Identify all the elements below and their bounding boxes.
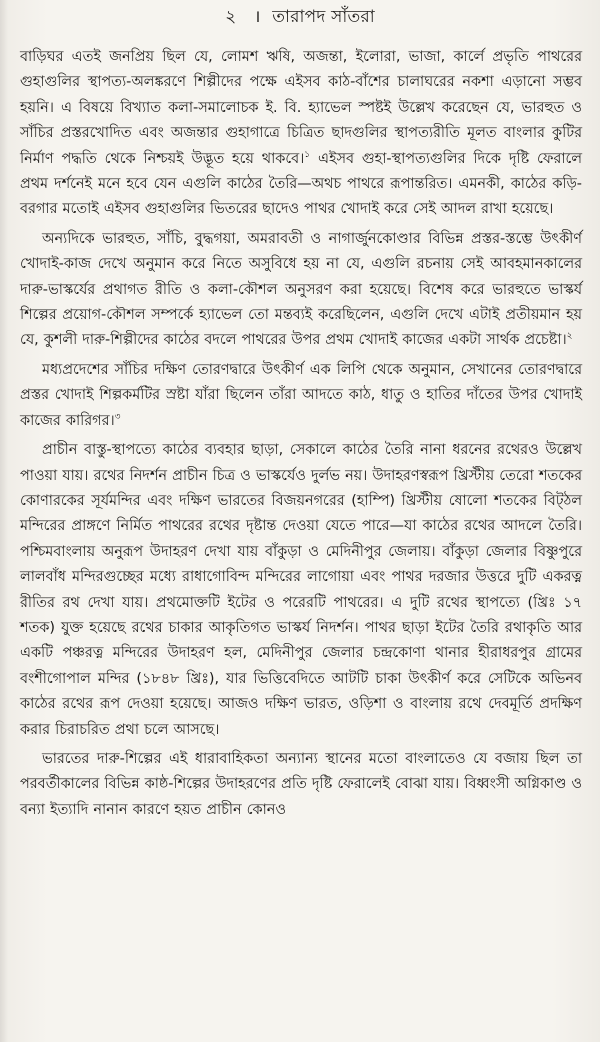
paragraph-4 xyxy=(20,438,582,743)
running-header xyxy=(0,6,600,28)
footnote-marker: ১ xyxy=(304,149,311,160)
paragraph-text: ভারতের দারু-শিল্পের এই ধারাবাহিকতা অন্যান্য স্থানের মতো বাংলাতেও যে বজায় ছিল তা পরবর্তীকালের বিভিন্ন কাষ্ঠ-শিল্পের উদাহরণের প্রতি দৃষ্টি ফেরালেই বোঝা যায়। বিধ্বংসী অগ্নিকাণ্ড ও বন্যা ইত্যাদি নানান কারণে হয়ত প্রাচীন কোনও xyxy=(20,750,582,818)
paragraph-text: অন্যদিকে ভারহুত, সাঁচি, বুদ্ধগয়া, অমরাবতী ও নাগার্জুনকোণ্ডার বিভিন্ন প্রস্তর-স্তম্ভে উৎকীর্ণ খোদাই-কাজ দেখে অনুমান করে নিতে অসুবিধে হয় না যে, এগুলি রচনায় সেই আবহমানকালের দারু-ভাস্কর্যের প্রথাগত রীতি ও কলা-কৌশল অনুসরণ করা হয়েছে। বিশেষ করে ভারহুতে ভাস্কর্য শিল্পের প্রয়োগ-কৌশল সম্পর্কে হ্যাভেল তো মন্তব্যই করেছিলেন, এগুলি দেখে এটাই প্রতীয়মান হয় যে, কুশলী দারু-শিল্পীদের কাঠের বদলে পাথরের উপর প্রথম খোদাই কাজের একটা সার্থক প্রচেষ্টা। xyxy=(20,230,582,349)
paragraph-text: বাড়িঘর এতই জনপ্রিয় ছিল যে, লোমশ ঋষি, অজন্তা, ইলোরা, ভাজা, কার্লে প্রভৃতি পাথরের গুহাগুলির স্থাপত্য-অলঙ্করণে শিল্পীদের পক্ষে এইসব কাঠ-বাঁশের চালাঘরের নকশা এড়ানো সম্ভব হয়নি। এ বিষয়ে বিখ্যাত কলা-সমালোচক ই. বি. হ্যাভেল স্পষ্টই উল্লেখ করেছেন যে, ভারহুত ও সাঁচির প্রস্তরখোদিত এবং অজন্তার গুহাগাত্রে চিত্রিত ছাদগুলির স্থাপত্যরীতি মূলত বাংলার কুটির নির্মাণ পদ্ধতি থেকে নিশ্চয়ই উদ্ভূত হয়ে থাকবে। xyxy=(20,49,582,167)
running-title: তারাপদ সাঁতরা xyxy=(272,7,375,27)
paragraph-text: মধ্যপ্রদেশের সাঁচির দক্ষিণ তোরণদ্বারে উৎকীর্ণ এক লিপি থেকে অনুমান, সেখানের তোরণদ্বারে প্রস্তর খোদাই শিল্পকর্মটির স্রষ্টা যাঁরা ছিলেন তাঁরা আদতে কাঠ, ধাতু ও হাতির দাঁতের উপর খোদাই কাজের কারিগর। xyxy=(20,361,582,429)
paragraph-3 xyxy=(20,358,582,434)
paragraph-1 xyxy=(20,45,582,223)
paragraph-5 xyxy=(20,747,582,823)
paragraph-text: প্রাচীন বাস্তু-স্থাপত্যে কাঠের ব্যবহার ছাড়া, সেকালে কাঠের তৈরি নানা ধরনের রথেরও উল্লেখ পাওয়া যায়। রথের নিদর্শন প্রাচীন চিত্র ও ভাস্কর্যেও দুর্লভ নয়। উদাহরণস্বরূপ খ্রিস্টীয় তেরো শতকের কোণারকের সূর্যমন্দির এবং দক্ষিণ ভারতের বিজয়নগরের (হাম্পি) খ্রিস্টীয় ষোলো শতকের বিট্‌ঠল মন্দিরের প্রাঙ্গণে নির্মিত পাথরের রথের দৃষ্টান্ত দেওয়া যেতে পারে—যা কাঠের রথের আদলে তৈরি। পশ্চিমবাংলায় অনুরূপ উদাহরণ দেখা যায় বাঁকুড়া ও মেদিনীপুর জেলায়। বাঁকুড়া জেলার বিষ্ণুপুরে লালবাঁধ মন্দিরগুচ্ছের মধ্যে রাধাগোবিন্দ মন্দিরের লাগোয়া এবং পাথর দরজার উত্তরে দুটি একরত্ন রীতির রথ দেখা যায়। প্রথমোক্তটি ইটের ও পরেরটি পাথরের। এ দুটি রথের স্থাপত্যে (খ্রিঃ ১৭ শতক) যুক্ত হয়েছে রথের চাকার আকৃতিগত ভাস্কর্য নিদর্শন। পাথর ছাড়া ইটের তৈরি রথাকৃতি আর একটি পঞ্চরত্ন মন্দিরের উদাহরণ হল, মেদিনীপুর জেলার চন্দ্রকোণা থানার হীরাধরপুর গ্রামের বংশীগোপাল মন্দির (১৮৪৮ খ্রিঃ), যার ভিত্তিবেদিতে আটটি চাকা উৎকীর্ণ করে সেটিকে অভিনব কাঠের রথের রূপ দেওয়া হয়েছে। আজও দক্ষিণ ভারত, ওড়িশা ও বাংলায় রথে দেবমূর্তি প্রদক্ষিণ করার চিরাচরিত প্রথা চলে আসছে। xyxy=(20,442,582,738)
page-body xyxy=(20,45,582,823)
page-number: ২ xyxy=(225,7,237,27)
paragraph-text-continued: এইসব গুহা-স্থাপত্যগুলির দিকে দৃষ্টি ফেরালে প্রথম দর্শনেই মনে হবে যেন এগুলি কাঠের তৈরি—অথচ পাথরে রূপান্তরিত। এমনকী, কাঠের কড়ি-বরগার মতোই এইসব গুহাগুলির ভিতরের ছাদেও পাথর খোদাই করে সেই আদল রাখা হয়েছে। xyxy=(20,150,583,218)
footnote-marker: ২ xyxy=(566,331,573,342)
footnote-marker: ৩ xyxy=(114,411,121,422)
paragraph-2 xyxy=(20,227,582,354)
header-separator: । xyxy=(253,7,261,27)
page-gutter-shadow xyxy=(0,0,8,1042)
